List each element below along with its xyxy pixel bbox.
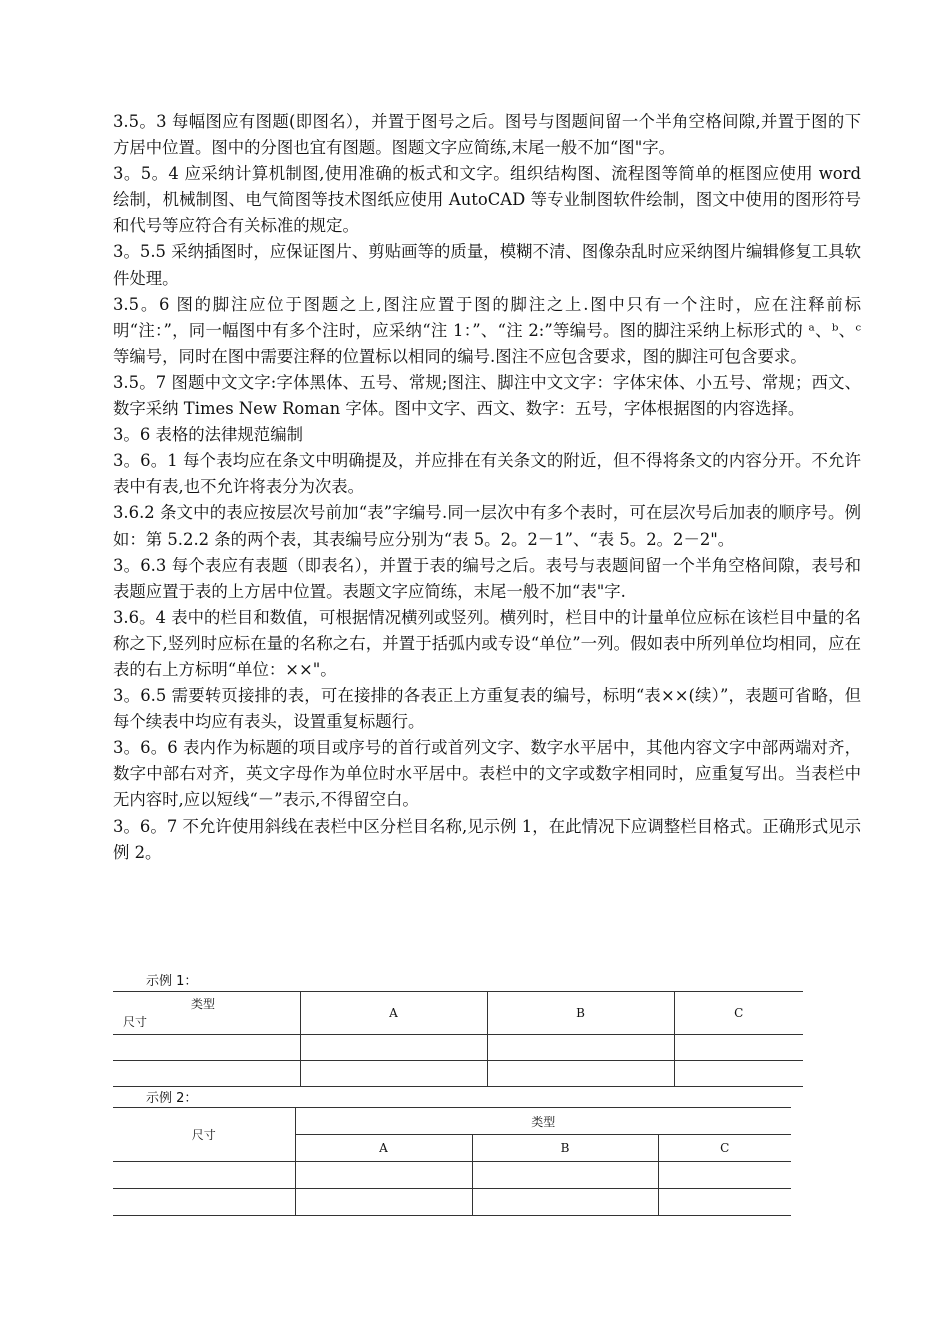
paragraph-3-5-5: 3。5.5 采纳插图时，应保证图片、剪贴画等的质量，模糊不清、图像杂乱时应采纳图片编辑修复工具软件处理。 xyxy=(113,242,861,288)
section-heading-3-6: 3。6 表格的法律规范编制 xyxy=(113,425,303,445)
paragraph-3-6-1: 3。6。1 每个表均应在条文中明确提及，并应排在有关条文的附近，但不得将条文的内容分开。不允许表中有表,也不允许将表分为次表。 xyxy=(113,451,861,497)
paragraph-3-6-4: 3.6。4 表中的栏目和数值，可根据情况横列或竖列。横列时，栏目中的计量单位应标在该栏目中量的名称之下,竖列时应标在量的名称之右，并置于括弧内或专设“单位”一列。假如表中所列单位均相同，应在表的右上方标明“单位：××"。 xyxy=(113,607,861,679)
paragraph-3-6-3: 3。6.3 每个表应有表题（即表名），并置于表的编号之后。表号与表题间留一个半角空格间隙，表号和表题应置于表的上方居中位置。表题文字应简练，末尾一般不加“表"字. xyxy=(113,555,861,601)
table-row xyxy=(113,1035,803,1061)
example-2-table xyxy=(113,1107,791,1216)
column-header-c: C xyxy=(658,1135,791,1162)
header-type-label: 类型 xyxy=(191,997,216,1011)
example-2-caption: 示例 2： xyxy=(146,1091,198,1106)
row-header-size: 尺寸 xyxy=(113,1108,295,1162)
column-header-c: C xyxy=(674,992,803,1035)
table-row xyxy=(113,1108,791,1135)
example-1-table xyxy=(113,991,803,1087)
column-header-a: A xyxy=(300,992,487,1035)
table-row xyxy=(113,1162,791,1189)
paragraph-3-5-7: 3.5。7 图题中文文字:字体黑体、五号、常规;图注、脚注中文文字：字体宋体、小五号、常规；西文、数字采纳 Times New Roman 字体。图中文字、西文、数字：五号，字体根据图的内容选择。 xyxy=(113,372,861,419)
column-header-b: B xyxy=(472,1135,658,1162)
header-diagonal-cell xyxy=(113,992,300,1035)
table-row xyxy=(113,992,803,1035)
paragraph-3-5-6: 3.5。6 图的脚注应位于图题之上,图注应置于图的脚注之上.图中只有一个注时，应在注释前标明“注：”，同一幅图中有多个注时，应采纳“注 1：”、“注 2:”等编号。图的脚注采纳上标形式的 ᵃ、ᵇ、ᶜ等编号，同时在图中需要注释的位置标以相同的编号.图注不应包含要求，图的脚注可包含要求。 xyxy=(113,294,861,366)
column-header-a: A xyxy=(295,1135,472,1162)
paragraph-3-6-5: 3。6.5 需要转页接排的表，可在接排的各表正上方重复表的编号，标明“表××(续）”，表题可省略，但每个续表中均应有表头，设置重复标题行。 xyxy=(113,686,861,732)
paragraph-3-5-4: 3。5。4 应采纳计算机制图,使用准确的板式和文字。组织结构图、流程图等简单的框图应使用 word 绘制，机械制图、电气简图等技术图纸应使用 AutoCAD 等专业制图软件绘制，图文中使用的图形符号和代号等应符合有关标准的规定。 xyxy=(113,164,861,236)
group-header-type: 类型 xyxy=(295,1108,791,1135)
example-1-caption: 示例 1： xyxy=(146,974,198,989)
header-size-label: 尺寸 xyxy=(123,1015,148,1029)
paragraph-3-5-3: 3.5。3 每幅图应有图题(即图名），并置于图号之后。图号与图题间留一个半角空格间隙,并置于图的下方居中位置。图中的分图也宜有图题。图题文字应简练,末尾一般不加“图"字。 xyxy=(113,112,861,158)
column-header-b: B xyxy=(487,992,674,1035)
paragraph-3-6-7: 3。6。7 不允许使用斜线在表栏中区分栏目名称,见示例 1，在此情况下应调整栏目格式。正确形式见示例 2。 xyxy=(113,816,861,862)
table-row xyxy=(113,1189,791,1216)
paragraph-3-6-6: 3。6。6 表内作为标题的项目或序号的首行或首列文字、数字水平居中，其他内容文字中部两端对齐，数字中部右对齐，英文字母作为单位时水平居中。表栏中的文字或数字相同时，应重复写出。当表栏中无内容时,应以短线“－”表示,不得留空白。 xyxy=(113,738,861,810)
table-row xyxy=(113,1061,803,1087)
paragraph-3-6-2: 3.6.2 条文中的表应按层次号前加“表”字编号.同一层次中有多个表时，可在层次号后加表的顺序号。例如：第 5.2.2 条的两个表，其表编号应分别为“表 5。2。2－1”、“表 5。2。2－2"。 xyxy=(113,503,861,549)
body-text xyxy=(113,109,861,866)
